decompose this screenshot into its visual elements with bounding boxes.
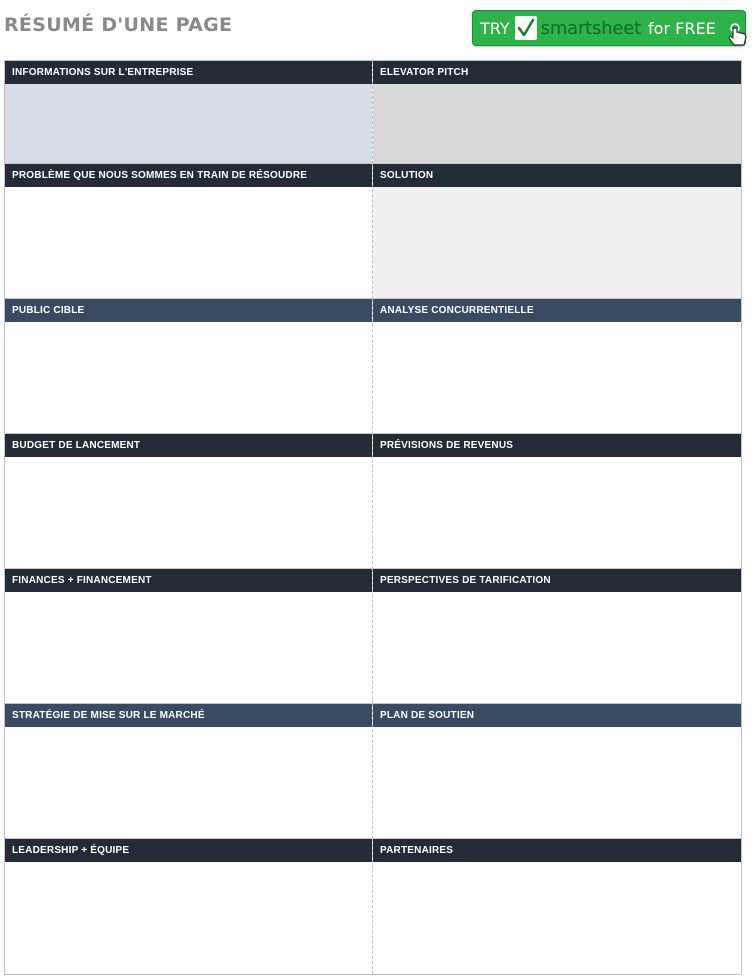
section-header: STRATÉGIE DE MISE SUR LE MARCHÉ: [5, 704, 372, 727]
section-go-to-market: [5, 704, 373, 839]
section-header: PROBLÈME QUE NOUS SOMMES EN TRAIN DE RÉSOUDRE: [5, 164, 372, 187]
section-row: [5, 569, 741, 704]
finance-field[interactable]: [5, 592, 372, 704]
section-row: [5, 839, 741, 974]
section-header: LEADERSHIP + ÉQUIPE: [5, 839, 372, 862]
partners-field[interactable]: [373, 862, 741, 974]
section-row: [5, 164, 741, 299]
competitive-analysis-field[interactable]: [373, 322, 741, 434]
section-competitive-analysis: [373, 299, 741, 434]
support-plan-field[interactable]: [373, 727, 741, 839]
cta-free-label: for FREE: [648, 18, 716, 38]
revenue-forecast-field[interactable]: [373, 457, 741, 569]
section-target-audience: [5, 299, 373, 434]
pricing-field[interactable]: [373, 592, 741, 704]
section-solution: [373, 164, 741, 299]
section-header: PLAN DE SOUTIEN: [373, 704, 741, 727]
section-company-info: [5, 61, 373, 164]
section-leadership: [5, 839, 373, 974]
target-audience-field[interactable]: [5, 322, 372, 434]
cta-brand-label: smartsheet: [540, 17, 642, 39]
section-header: ELEVATOR PITCH: [373, 61, 741, 84]
hand-pointer-icon: [727, 23, 749, 53]
page-title: RÉSUMÉ D'UNE PAGE: [4, 14, 233, 36]
section-row: [5, 299, 741, 434]
section-header: SOLUTION: [373, 164, 741, 187]
section-header: PUBLIC CIBLE: [5, 299, 372, 322]
section-row: [5, 61, 741, 164]
section-finance: [5, 569, 373, 704]
section-header: ANALYSE CONCURRENTIELLE: [373, 299, 741, 322]
solution-field[interactable]: [373, 187, 741, 299]
section-header: BUDGET DE LANCEMENT: [5, 434, 372, 457]
section-problem: [5, 164, 373, 299]
problem-field[interactable]: [5, 187, 372, 299]
section-support-plan: [373, 704, 741, 839]
section-row: [5, 434, 741, 569]
company-info-field[interactable]: [5, 84, 372, 164]
section-header: PARTENAIRES: [373, 839, 741, 862]
launch-budget-field[interactable]: [5, 457, 372, 569]
section-row: [5, 704, 741, 839]
checkmark-icon: [515, 16, 537, 40]
summary-grid: [4, 60, 742, 975]
leadership-field[interactable]: [5, 862, 372, 974]
section-elevator-pitch: [373, 61, 741, 164]
elevator-pitch-field[interactable]: [373, 84, 741, 164]
try-smartsheet-button[interactable]: [472, 10, 746, 46]
cta-try-label: TRY: [480, 18, 510, 38]
section-pricing: [373, 569, 741, 704]
section-header: PRÉVISIONS DE REVENUS: [373, 434, 741, 457]
section-header: INFORMATIONS SUR L'ENTREPRISE: [5, 61, 372, 84]
section-header: PERSPECTIVES DE TARIFICATION: [373, 569, 741, 592]
section-launch-budget: [5, 434, 373, 569]
section-header: FINANCES + FINANCEMENT: [5, 569, 372, 592]
section-partners: [373, 839, 741, 974]
section-revenue-forecast: [373, 434, 741, 569]
go-to-market-field[interactable]: [5, 727, 372, 839]
